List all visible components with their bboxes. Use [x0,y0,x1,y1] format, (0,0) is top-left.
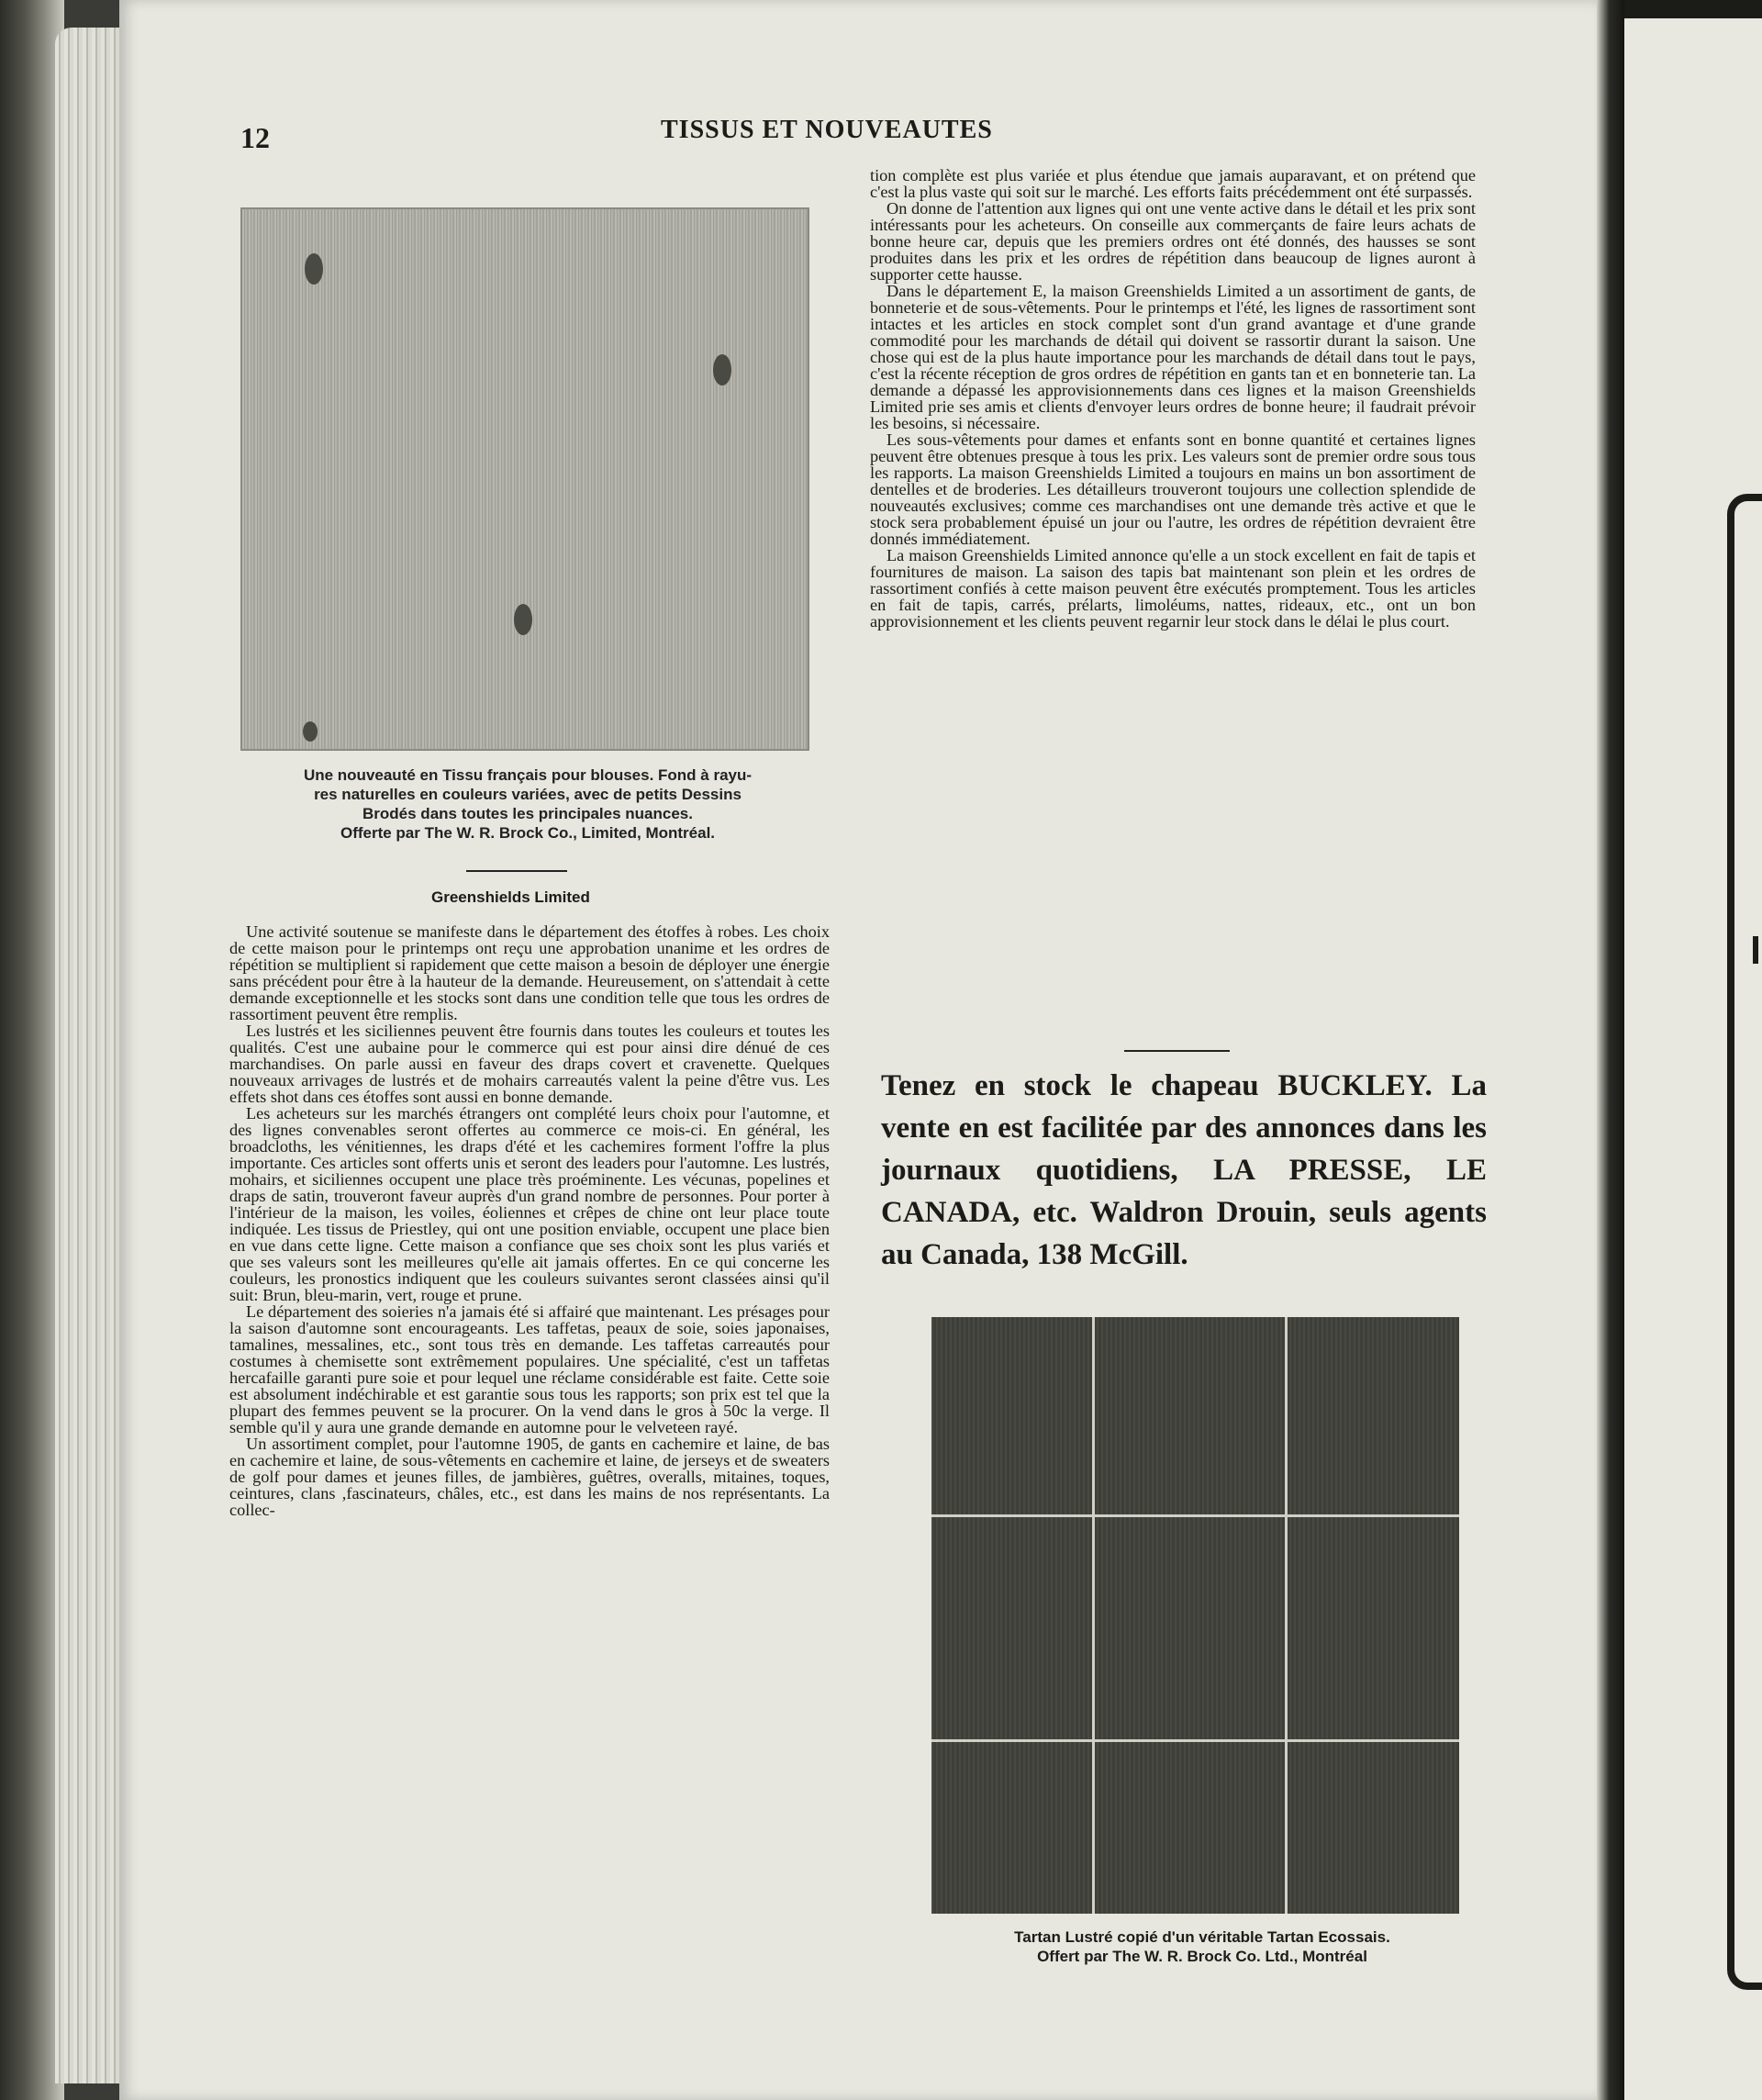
page-edges [55,28,128,2083]
caption-line: Une nouveauté en Tissu français pour blouses. Fond à rayu- [303,766,753,784]
figure1-caption [220,765,835,843]
figure2-caption [909,1927,1496,1966]
tartan-fabric-photo [931,1317,1459,1914]
embroidery-spot [303,721,318,742]
caption-line: Tartan Lustré copié d'un véritable Tartan Ecossais. [1014,1928,1390,1946]
page-frame [1727,494,1762,1990]
paragraph: Une activité soutenue se manifeste dans le département des étoffes à robes. Les choix de cette maison pour le printemps ont reçu une approbation unanime et les ordres de répétition se multiplient si rapidement que cette maison a besoin de déployer une énergie sans précédent pour être à la hauteur de la demande. Heureusement, on s'attendait à cette demande exceptionnelle et les stocks sont dans une condition telle que tous les ordres de rassortiment peuvent être remplis. [229,922,830,1023]
caption-line: res naturelles en couleurs variées, avec de petits Dessins [314,786,742,803]
caption-line: Brodés dans toutes les principales nuances. [362,805,693,822]
page-border-top [1624,0,1762,18]
embroidery-spot [514,604,532,635]
paragraph: Les sous-vêtements pour dames et enfants sont en bonne quantité et certaines lignes peuvent être obtenues presque à tous les prix. Les valeurs sont de premier ordre sous tous les rapports. La maison Greenshields Limited a toujours en mains un bon assortiment de dentelles et de broderies. Les détailleurs trouveront toujours une collection splendide de nouveautés exclusives; comme ces marchandises ont une demande très active et que le stock sera probablement épuisé un jour ou l'autre, les ordres de répétition devraient être donnés immédiatement. [870,430,1476,548]
left-page [119,0,1597,2100]
article-column-2 [870,167,1476,630]
page-number: 12 [240,121,270,154]
paragraph: Un assortiment complet, pour l'automne 1905, de gants en cachemire et laine, de bas en cachemire et laine, de sous-vêtements en cachemire et laine, de jerseys et de sweaters de golf pour dames et jeunes filles, de jambières, guêtres, overalls, mitaines, toques, ceintures, clans ,fascinateurs, châles, etc., est dans les mains de nos représentants. La collec- [229,1435,830,1519]
paragraph: Les acheteurs sur les marchés étrangers ont complété leurs choix pour l'automne, et des lignes convenables seront offertes au commerce ce mois-ci. En général, les broadcloths, les vénitiennes, les draps d'été et les cachemires forment l'offre la plus importante. Ces articles sont offerts unis et seront des leaders pour l'automne. Les lustrés, mohairs, et siciliennes occupent une place très proéminente. Les vécunas, popelines et draps de satin, trouveront faveur auprès d'un grand nombre de personnes. Pour porter à l'intérieur de la maison, les voiles, éoliennes et crêpes de chine ont leur place toute indiquée. Les tissus de Priestley, qui ont une position enviable, occupent une place bien en vue dans cette ligne. Cette maison a confiance que ses choix sont les plus variés et que ses valeurs sont les meilleures qu'elle ait jamais offertes. En ce qui concerne les couleurs, les pronostics indiquent que les couleurs suivantes seront classées ainsi qu'il suit: Brun, bleu-marin, vert, rouge et prune. [229,1104,830,1304]
article-title: Greenshields Limited [431,888,590,906]
embroidery-spot [305,253,323,285]
buckley-hat-advertisement: Tenez en stock le chapeau BUCKLEY. La vente en est facilitée par des annonces dans les journaux quotidiens, LA PRESSE, LE CANADA, etc. Waldron Drouin, seuls agents au Canada, 138 McGill. [881,1069,1487,1271]
right-page-edge [1624,0,1762,2100]
book-gutter [1597,0,1624,2100]
paragraph: tion complète est plus variée et plus étendue que jamais auparavant, et on prétend que c'est la plus vaste qui soit sur le marché. Les efforts faits précédemment ont été surpassés. [870,166,1476,201]
article-column-1 [229,923,830,1518]
paragraph: Le département des soieries n'a jamais été si affairé que maintenant. Les présages pour la saison d'automne sont encourageants. Les taffetas, peaux de soie, soies japonaises, tamalines, messalines, etc., sont tous très en demande. Les taffetas carreautés pour costumes à chemisette sont extrêmement populaires. Une spécialité, c'est un taffetas hercafaille garanti pure soie et pour lequel une réclame considérable est faite. Cette soie est absolument indéchirable et est garantie sous tous les rapports; son prix est tel que la plupart des femmes peuvent se la procurer. On la vend dans le gros à 50c la verge. Il semble qu'il y aura une grande demande en automne pour le velveteen rayé. [229,1302,830,1436]
paragraph: Les lustrés et les siciliennes peuvent être fournis dans toutes les couleurs et toutes les qualités. C'est une aubaine pour le commerce qui est pour ainsi dire dénué de ces marchandises. On parle aussi en faveur des draps covert et cravenette. Quelques nouveaux arrivages de lustrés et de mohairs carreautés valent la peine d'être vus. Les effets shot dans ces étoffes sont aussi en bonne demande. [229,1022,830,1106]
paragraph: On donne de l'attention aux lignes qui ont une vente active dans le détail et les prix sont intéressants pour les acheteurs. On conseille aux commerçants de faire leurs achats de bonne heure car, depuis que les premiers ordres ont été donnés, des hausses se sont produites dans les prix et les ordres de répétition dans beaucoup de lignes auront à supporter cette hausse. [870,199,1476,284]
embroidery-spot [713,354,731,385]
paragraph: La maison Greenshields Limited annonce qu'elle a un stock excellent en fait de tapis et fournitures de maison. La saison des tapis bat maintenant son plein et les ordres de rassortiment confiés à cette maison peuvent être exécutés promptement. Tous les articles en fait de tapis, carrés, prélarts, limoléums, nattes, rideaux, etc., ont un bon approvisionnement et les clients peuvent regarnir leur stock dans le délai le plus court. [870,546,1476,631]
section-divider [466,870,567,872]
page-mark [1753,936,1758,964]
section-divider [1124,1050,1230,1052]
running-head: TISSUS ET NOUVEAUTES [661,116,993,144]
fabric-photo-blouse [240,207,809,751]
paragraph: Dans le département E, la maison Greenshields Limited a un assortiment de gants, de bonneterie et de sous-vêtements. Pour le printemps et l'été, les lignes de rassortiment sont intactes et les articles en stock complet sont d'un grand avantage et d'une grande commodité pour les marchands de détail qui doivent se rassortir durant la saison. Une chose qui est de la plus haute importance pour les marchands de détail dans tout le pays, c'est la récente réception de gros ordres de répétition en gants tan et en bonneterie tan. La demande a dépassé les approvisionnements dans ces lignes et la maison Greenshields Limited prie ses amis et clients d'envoyer leurs ordres de bonne heure; il faudrait prévoir les besoins, si nécessaire. [870,282,1476,432]
caption-line: Offert par The W. R. Brock Co. Ltd., Montréal [1037,1948,1367,1965]
caption-line: Offerte par The W. R. Brock Co., Limited, Montréal. [340,824,716,842]
